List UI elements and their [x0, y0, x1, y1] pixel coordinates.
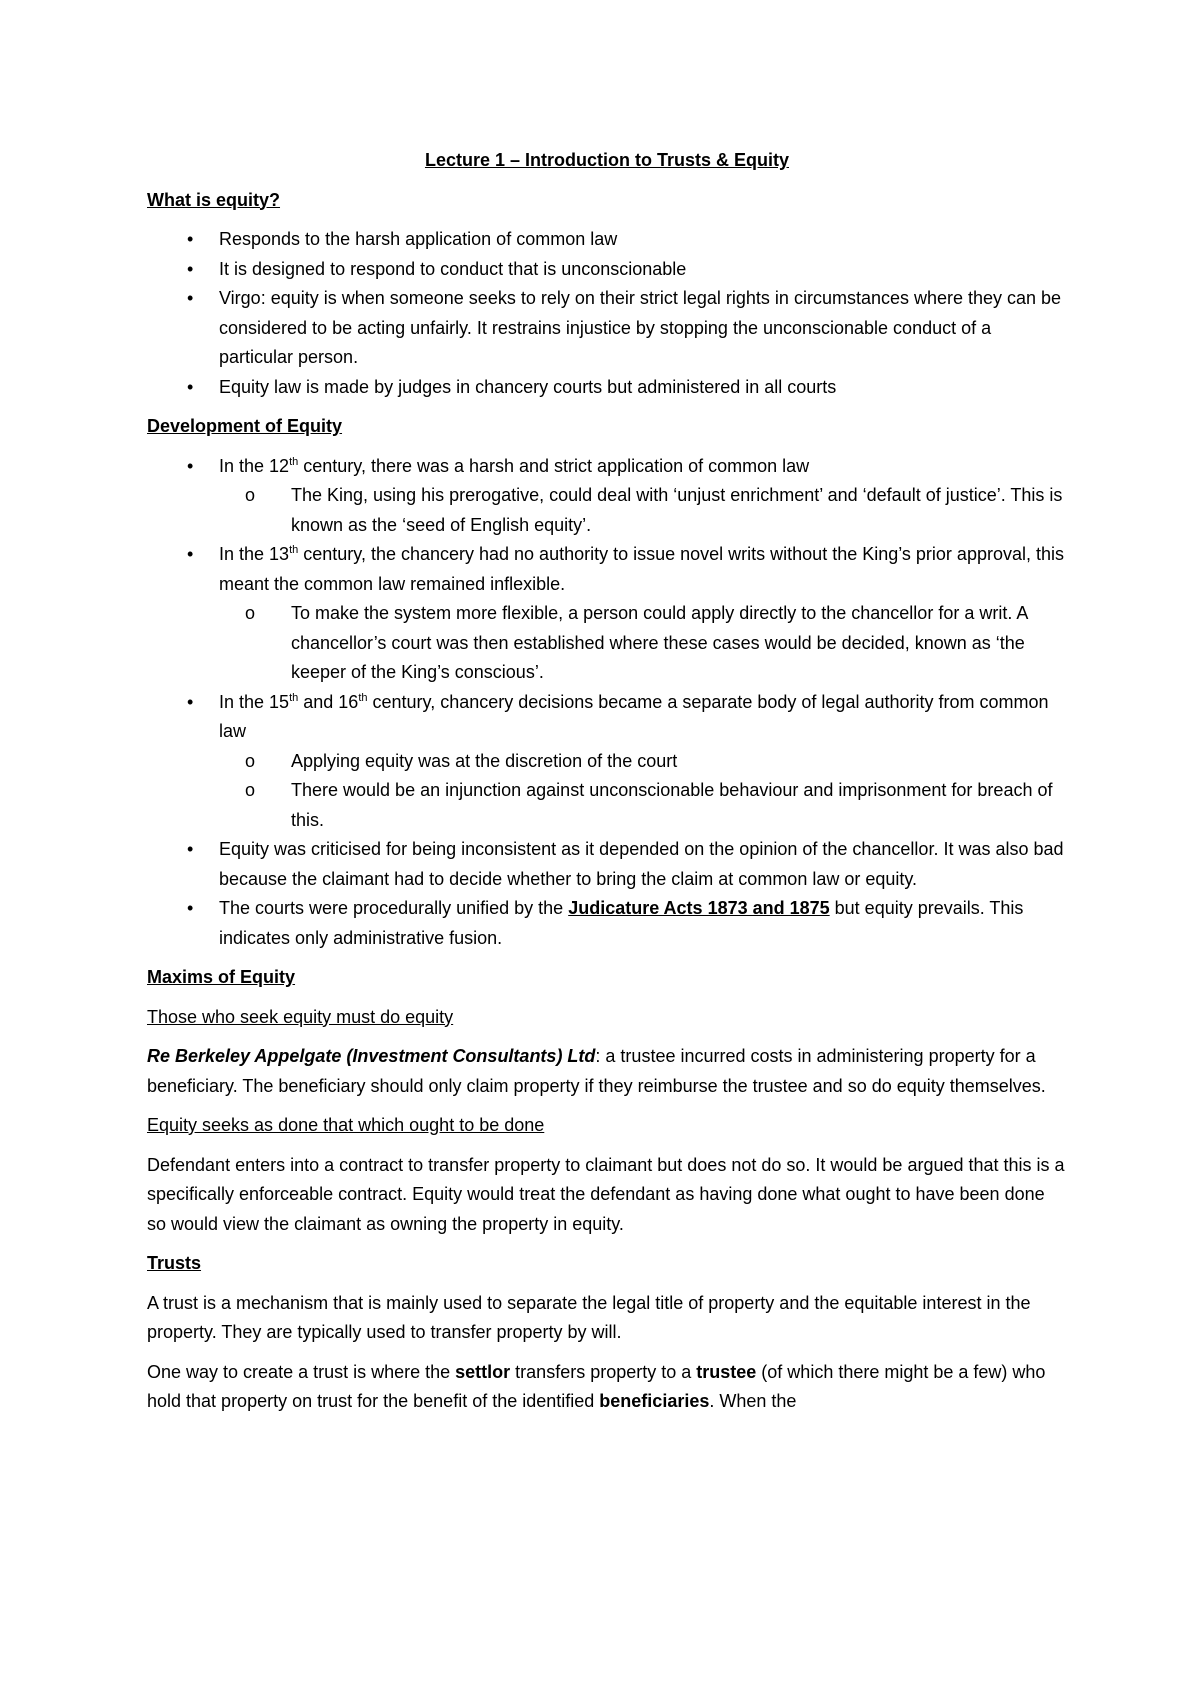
document-body [147, 146, 1067, 1427]
paragraph [147, 1042, 1067, 1101]
list-item [147, 540, 1067, 688]
list-item: • Equity was criticised for being inconsistent as it depended on the opinion of the chancellor. It was also bad because the claimant had to decide whether to bring the claim at common law or equity. [147, 835, 1067, 894]
case-name: Re Berkeley Appelgate (Investment Consultants) Ltd [147, 1046, 596, 1066]
sub-list [219, 747, 1067, 836]
sub-list-item: o There would be an injunction against unconscionable behaviour and imprisonment for breach of this. [147, 776, 1067, 835]
text: In the 15 [219, 691, 290, 712]
heading-development-of-equity: Development of Equity [147, 416, 343, 436]
list-item: • Equity law is made by judges in chancery courts but administered in all courts [147, 373, 1067, 403]
sub-list-item: o Applying equity was at the discretion of the court [147, 747, 1067, 777]
text: and 16 [298, 691, 359, 712]
sub-list-item: o To make the system more flexible, a person could apply directly to the chancellor for a writ. A chancellor’s court was then established where these cases would be decided, known as ‘the keeper of the King’s conscious’. [147, 599, 1067, 688]
sub-list [219, 481, 1067, 540]
paragraph: A trust is a mechanism that is mainly used to separate the legal title of property and the equitable interest in the property. They are typically used to transfer property by will. [147, 1292, 1031, 1342]
maxim-heading: Equity seeks as done that which ought to be done [147, 1115, 545, 1135]
superscript: th [289, 455, 299, 468]
text: The courts were procedurally unified by the [219, 898, 569, 918]
list-item [147, 452, 1067, 541]
what-is-equity-list [147, 225, 1067, 402]
sub-list-item: o The King, using his prerogative, could deal with ‘unjust enrichment’ and ‘default of justice’. This is known as the ‘seed of English equity’. [147, 481, 1067, 540]
text: One way to create a trust is where the [147, 1361, 456, 1382]
paragraph [147, 1358, 1067, 1417]
text: . When the [709, 1391, 797, 1411]
text: In the 12 [219, 455, 290, 476]
superscript: th [289, 691, 299, 704]
text: In the 13 [219, 544, 290, 564]
term-settlor: settlor [455, 1361, 511, 1382]
statute-reference: Judicature Acts 1873 and 1875 [568, 898, 830, 918]
development-list [147, 452, 1067, 954]
text: (of which there might be a few) who hold that property on trust for the benefit of the identified [147, 1361, 1046, 1411]
text: but equity prevails. This indicates only administrative fusion. [219, 898, 1024, 948]
text: : a trustee incurred costs in administering property for a beneficiary. The beneficiary should only claim property if they reimburse the trustee and so do equity themselves. [147, 1046, 1046, 1096]
superscript: th [289, 544, 299, 556]
text: century, the chancery had no authority to issue novel writs without the King’s prior approval, this meant the common law remained inflexible. [219, 544, 1064, 594]
text: transfers property to a [510, 1361, 697, 1382]
heading-maxims-of-equity: Maxims of Equity [147, 967, 296, 987]
list-item: • Virgo: equity is when someone seeks to rely on their strict legal rights in circumstances where they can be considered to be acting unfairly. It restrains injustice by stopping the unconscionable conduct of a particular person. [147, 284, 1067, 373]
list-item [147, 688, 1067, 836]
term-beneficiaries: beneficiaries [599, 1391, 710, 1411]
paragraph: Defendant enters into a contract to transfer property to claimant but does not do so. It would be argued that this is a specifically enforceable contract. Equity would treat the defendant as having done what ought to have been done so would view the claimant as owning the property in equity. [147, 1154, 1065, 1234]
heading-what-is-equity: What is equity? [147, 189, 281, 210]
superscript: th [358, 691, 368, 704]
sub-list [219, 599, 1067, 688]
list-item: • It is designed to respond to conduct that is unconscionable [147, 255, 1067, 285]
list-item: • Responds to the harsh application of common law [147, 225, 1067, 255]
text: century, there was a harsh and strict application of common law [298, 455, 810, 476]
heading-trusts: Trusts [147, 1253, 202, 1273]
term-trustee: trustee [696, 1361, 757, 1382]
text: century, chancery decisions became a separate body of legal authority from common law [219, 691, 1049, 741]
page-title: Lecture 1 – Introduction to Trusts & Equity [424, 150, 790, 170]
list-item [147, 894, 1067, 953]
maxim-heading: Those who seek equity must do equity [147, 1006, 454, 1027]
